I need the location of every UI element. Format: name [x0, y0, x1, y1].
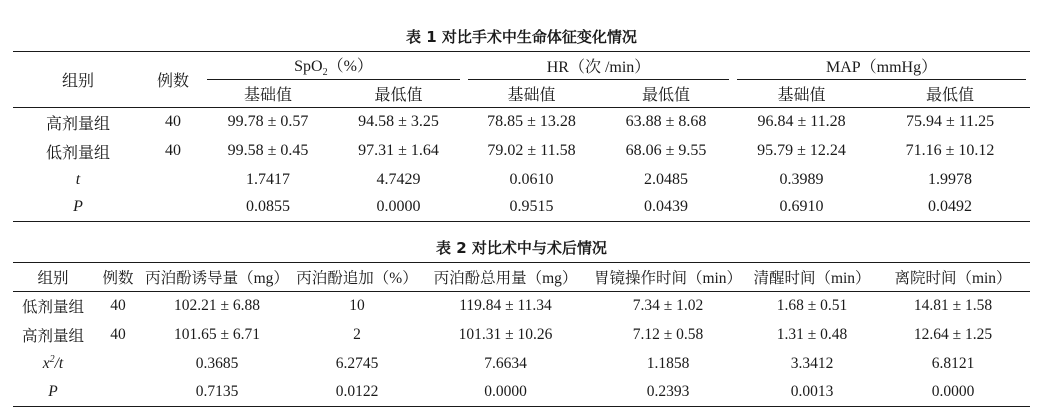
table2-header-discharge-time: 离院时间（min）: [894, 270, 1012, 287]
row-group: 低剂量组: [21, 299, 84, 317]
cell-value: 94.58 ± 3.25: [358, 113, 439, 131]
table2-header-additional: 丙泊酚追加（%）: [296, 270, 418, 287]
cell-value: 0.7135: [195, 383, 239, 401]
cell-value: 0.2393: [646, 383, 690, 401]
table2-header-count: 例数: [102, 270, 134, 287]
cell-value: 1.7417: [246, 170, 290, 188]
cell-value: 1.9978: [928, 170, 973, 188]
table2-header-endoscopy-time: 胃镜操作时间（min）: [593, 270, 743, 287]
table1-header-map-min: 最低值: [926, 86, 975, 104]
cell-value: 95.79 ± 12.24: [757, 142, 846, 159]
cell-value: 7.6634: [484, 355, 527, 372]
cell-value: 0.0610: [509, 170, 554, 188]
cell-value: 0.3989: [779, 170, 824, 188]
cell-value: 6.2745: [335, 355, 379, 372]
table1-header-hr-base: 基础值: [507, 86, 556, 104]
cell-value: 0.9515: [509, 198, 554, 216]
table1-header-hr: HR（次 /min）: [464, 52, 733, 80]
table-row: [13, 321, 1030, 350]
row-count: 40: [165, 142, 181, 159]
cell-value: 0.6910: [779, 198, 824, 216]
cell-value: 1.1858: [646, 355, 690, 372]
stat-label-main: x: [42, 355, 50, 373]
table-row: [13, 137, 1030, 166]
row-count: [93, 379, 143, 407]
cell-value: 75.94 ± 11.25: [905, 113, 995, 131]
row-stat-label: [13, 350, 93, 379]
table2-header-total: 丙泊酚总用量（mg）: [433, 270, 578, 287]
cell-value: 1.31 ± 0.48: [776, 326, 848, 343]
cell-value: 6.8121: [931, 355, 975, 372]
row-count: [143, 166, 203, 194]
row-count: [143, 194, 203, 222]
spo2-label-main: SpO: [294, 58, 323, 76]
table1-header-group: 组别: [13, 52, 143, 108]
table-row: [13, 166, 1030, 194]
cell-value: 0.0000: [484, 383, 527, 401]
cell-value: 101.65 ± 6.71: [173, 326, 260, 343]
row-count: 40: [110, 326, 126, 343]
row-group: 高剂量组: [21, 328, 84, 345]
table1-header-hr-min: 最低值: [642, 86, 691, 104]
cell-value: 0.0492: [928, 198, 973, 216]
cell-value: 102.21 ± 6.88: [173, 297, 260, 315]
table1-header-map-base: 基础值: [777, 86, 826, 104]
row-group: 低剂量组: [45, 144, 110, 162]
cell-value: 119.84 ± 11.34: [459, 297, 552, 315]
cell-value: 63.88 ± 8.68: [625, 113, 707, 131]
cell-value: 0.0439: [644, 198, 689, 216]
cell-value: 10: [349, 297, 365, 315]
row-count: 40: [110, 297, 126, 315]
cell-value: 97.31 ± 1.64: [358, 142, 439, 159]
table2: [13, 262, 1030, 407]
row-count: 40: [165, 113, 181, 131]
cell-value: 2: [353, 326, 361, 343]
table1: [13, 51, 1030, 222]
cell-value: 12.64 ± 1.25: [913, 326, 993, 343]
cell-value: 0.0122: [335, 383, 379, 401]
cell-value: 71.16 ± 10.12: [905, 142, 995, 159]
table2-header-group: 组别: [37, 270, 69, 287]
cell-value: 3.3412: [790, 355, 834, 372]
cell-value: 0.0000: [931, 383, 975, 401]
spo2-label-tail: （%）: [327, 58, 373, 76]
table2-caption: 表 2 对比术中与术后情况: [436, 239, 607, 257]
row-stat-label: P: [73, 198, 83, 216]
cell-value: 14.81 ± 1.58: [913, 297, 993, 315]
stat-label-sup: 2: [49, 354, 55, 366]
spo2-label-sub: 2: [322, 67, 328, 79]
row-stat-label: P: [48, 383, 58, 401]
cell-value: 2.0485: [644, 170, 689, 188]
table1-header-spo2-min: 最低值: [374, 86, 423, 104]
table1-header-spo2: [203, 52, 464, 80]
row-group: 高剂量组: [45, 115, 110, 133]
table2-header-induction: 丙泊酚诱导量（mg）: [145, 270, 289, 287]
cell-value: 79.02 ± 11.58: [487, 142, 576, 159]
table1-caption: 表 1 对比手术中生命体征变化情况: [406, 28, 637, 46]
table1-header-spo2-base: 基础值: [243, 86, 292, 104]
cell-value: 0.0855: [246, 198, 290, 216]
table-row: [13, 108, 1030, 137]
table-row: [13, 350, 1030, 379]
stat-label-tail: /t: [54, 355, 64, 373]
table-row: [13, 379, 1030, 407]
table2-header-awake-time: 清醒时间（min）: [753, 270, 871, 287]
cell-value: 1.68 ± 0.51: [776, 297, 848, 315]
cell-value: 0.0000: [376, 198, 421, 216]
cell-value: 68.06 ± 9.55: [625, 142, 707, 159]
cell-value: 78.85 ± 13.28: [487, 113, 576, 131]
cell-value: 4.7429: [376, 170, 421, 188]
table1-header-count: 例数: [143, 52, 203, 108]
cell-value: 99.78 ± 0.57: [227, 113, 309, 131]
cell-value: 0.3685: [195, 355, 239, 372]
table-row: [13, 194, 1030, 222]
cell-value: 96.84 ± 11.28: [757, 113, 846, 131]
table1-header-map: MAP（mmHg）: [733, 52, 1030, 80]
cell-value: 0.0013: [790, 383, 834, 401]
row-stat-label: t: [75, 170, 81, 188]
cell-value: 7.12 ± 0.58: [632, 326, 704, 343]
row-count: [93, 350, 143, 379]
cell-value: 99.58 ± 0.45: [227, 142, 309, 159]
cell-value: 7.34 ± 1.02: [632, 297, 704, 315]
table-row: [13, 292, 1030, 321]
cell-value: 101.31 ± 10.26: [458, 326, 553, 343]
